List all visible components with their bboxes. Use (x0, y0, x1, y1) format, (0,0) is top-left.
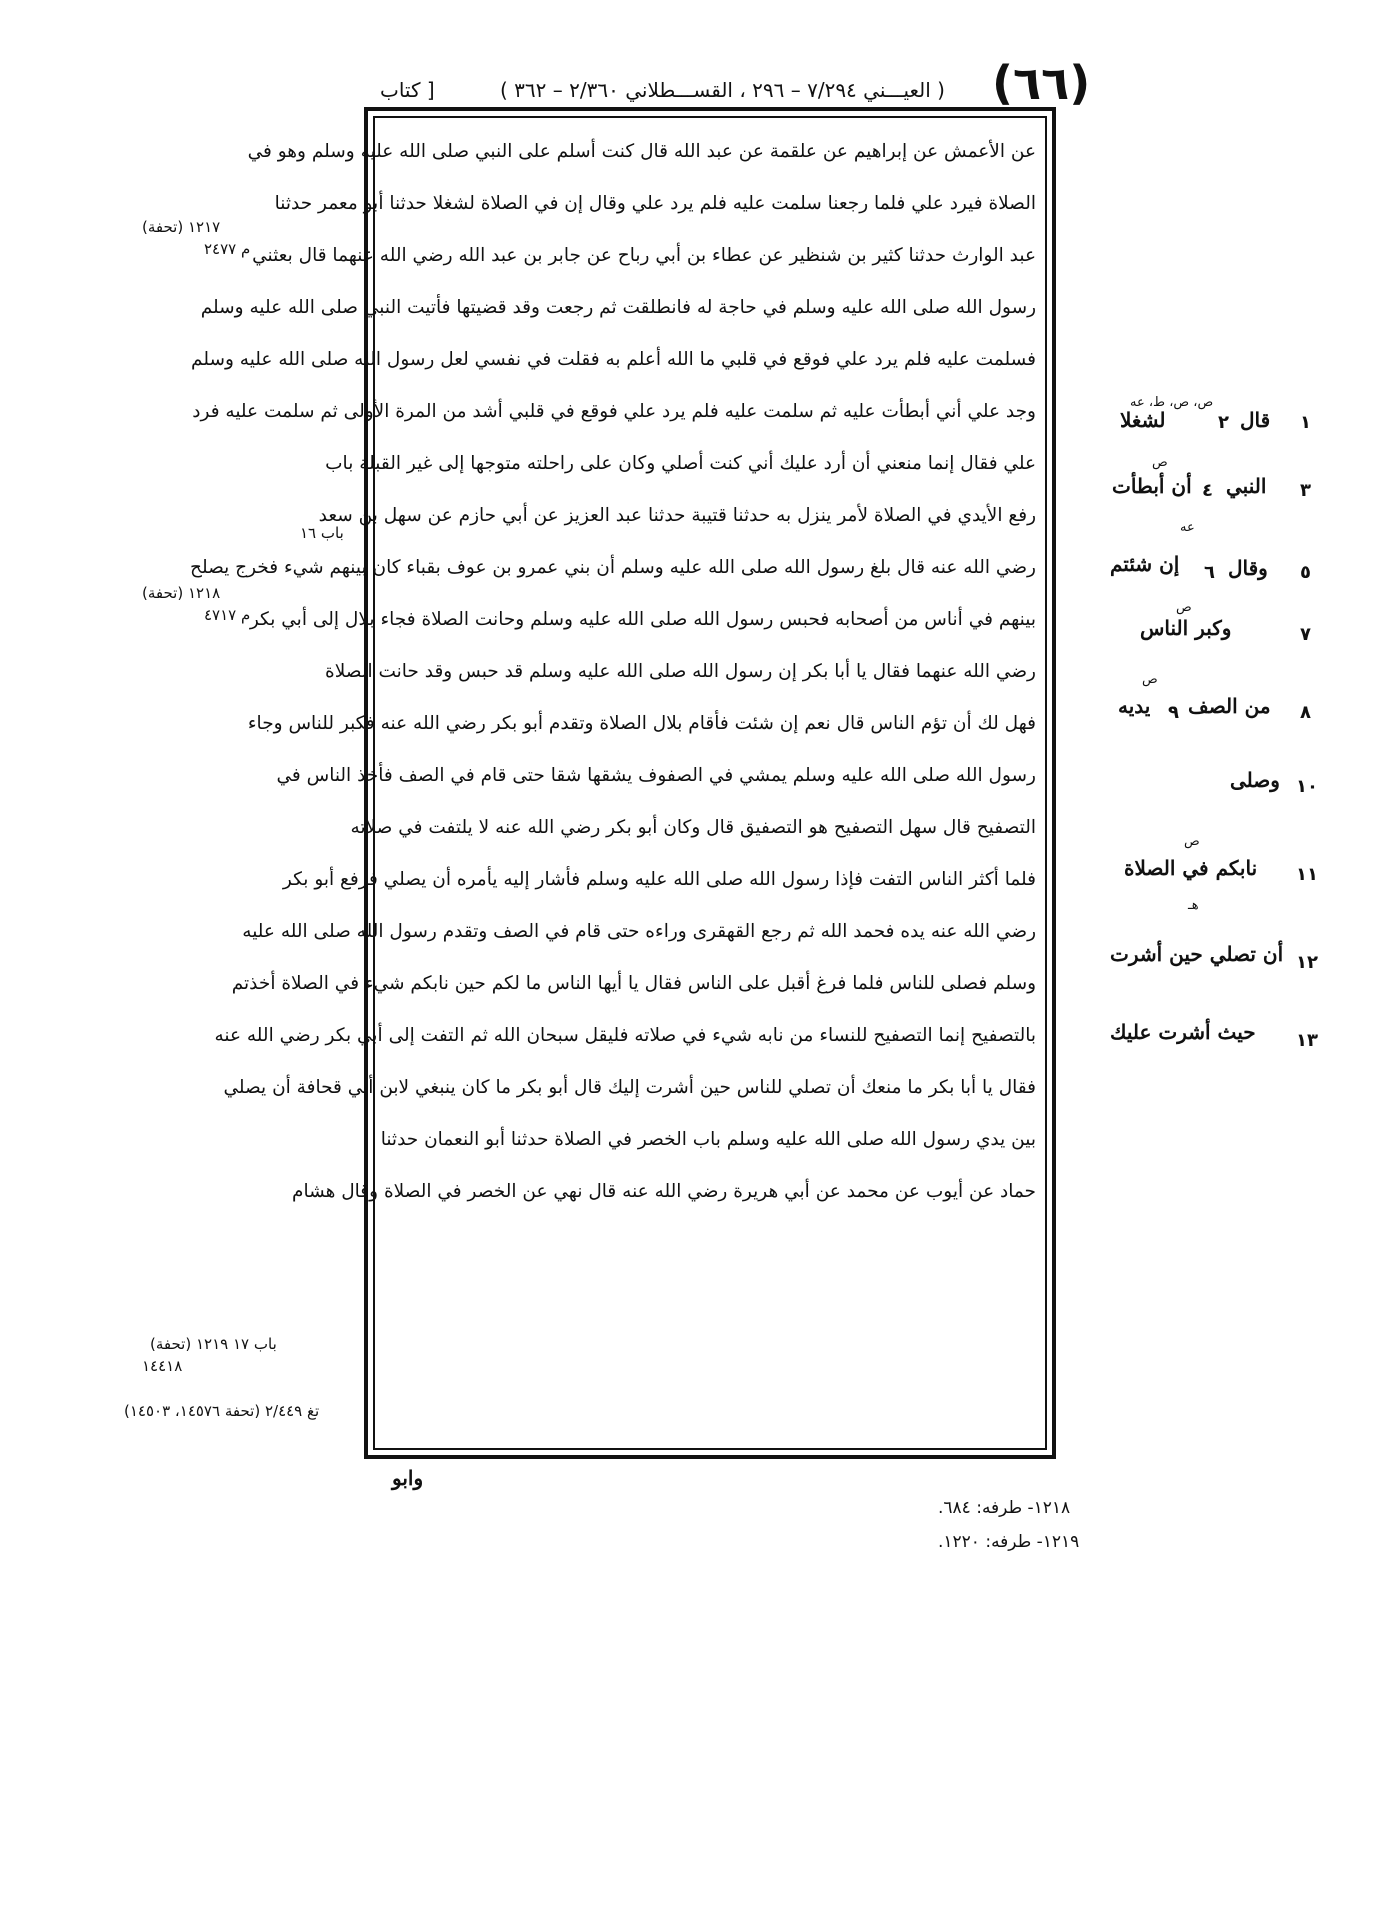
margin-ref-tuhfa: ١٤٤١٨ (142, 1357, 183, 1375)
variant-number: ٣ (1300, 480, 1311, 501)
margin-ref-tuhfa: ١٢١٧ (تحفة) (142, 218, 221, 236)
variant-number: ١٠ (1296, 776, 1318, 797)
variant-text: وصلى (1230, 768, 1280, 792)
footnote: ١٢١٨- طرفه: ٦٨٤. (938, 1498, 1071, 1518)
text-line: بينهم في أناس من أصحابه فحبس رسول الله صلى الله عليه وسلم وحانت الصلاة فجاء بلال إلى أبي بكر (249, 609, 1036, 630)
variant-number: ٩ (1168, 702, 1179, 723)
variant-note: ص (1152, 455, 1168, 470)
text-line: علي فقال إنما منعني أن أرد عليك أني كنت أصلي وكان على راحلته متوجها إلى غير القبلة باب (325, 453, 1036, 474)
variant-text: أن أبطأت (1112, 474, 1192, 498)
variant-number: ١٢ (1296, 952, 1318, 973)
variant-note: ص (1142, 672, 1158, 687)
variant-text: إن شئتم (1110, 552, 1180, 576)
margin-ref-muslim: م ٢٤٧٧ (204, 240, 251, 258)
text-line: فقال يا أبا بكر ما منعك أن تصلي للناس حين أشرت إليك قال أبو بكر ما كان ينبغي لابن أبي قحافة أن يصلي (223, 1077, 1036, 1098)
variant-note: ص (1176, 600, 1192, 615)
page-number: (٦٦) (992, 56, 1091, 110)
variant-text: لشغلا (1120, 408, 1166, 432)
variant-number: ٦ (1204, 562, 1215, 583)
text-line: رسول الله صلى الله عليه وسلم في حاجة له فانطلقت ثم رجعت وقد قضيتها فأتيت النبي صلى الله عليه وسلم (200, 297, 1036, 318)
text-line: الصلاة فيرد علي فلما رجعنا سلمت عليه فلم يرد علي وقال إن في الصلاة لشغلا حدثنا أبو معمر حدثنا (274, 193, 1036, 214)
margin-ref-tuhfa: ١٢١٨ (تحفة) (142, 584, 221, 602)
variant-note: ص، ص، ط، عه (1130, 395, 1214, 410)
variant-note: ص (1184, 834, 1200, 849)
text-line: التصفيح قال سهل التصفيح هو التصفيق قال وكان أبو بكر رضي الله عنه لا يلتفت في صلاته (350, 817, 1036, 838)
variant-number: ٧ (1300, 624, 1311, 645)
variant-label: وقال (1228, 556, 1268, 580)
margin-ref-bab: باب ١٧ ١٢١٩ (تحفة) (150, 1335, 277, 1353)
variant-number: ١٣ (1296, 1030, 1318, 1051)
text-line: حماد عن أيوب عن محمد عن أبي هريرة رضي الله عنه قال نهي عن الخصر في الصلاة وقال هشام (291, 1181, 1036, 1202)
text-line: عن الأعمش عن إبراهيم عن علقمة عن عبد الله قال كنت أسلم على النبي صلى الله عليه وسلم وهو في (247, 141, 1036, 162)
variant-text: وكبر الناس (1140, 616, 1232, 640)
variant-text: أن تصلي حين أشرت (1110, 942, 1284, 966)
text-line: رفع الأيدي في الصلاة لأمر ينزل به حدثنا قتيبة حدثنا عبد العزيز عن أبي حازم عن سهل بن سعد (318, 505, 1036, 526)
variant-label: النبي (1226, 474, 1267, 498)
margin-ref-bab: باب ١٦ (300, 524, 344, 542)
variant-label: من الصف (1188, 694, 1271, 718)
variant-text: نابكم في الصلاة (1124, 856, 1258, 880)
catchword: وابو (392, 1466, 424, 1490)
text-line: وسلم فصلى للناس فلما فرغ أقبل على الناس فقال يا أيها الناس ما لكم حين نابكم شيء في الصلاة أخذتم (231, 973, 1036, 994)
variant-number: ٨ (1300, 702, 1311, 723)
text-line: فهل لك أن تؤم الناس قال نعم إن شئت فأقام بلال الصلاة وتقدم أبو بكر رضي الله عنه فكبر للناس وجاء (247, 713, 1036, 734)
margin-ref-tagh: تغ ٢/٤٤٩ (تحفة ١٤٥٧٦، ١٤٥٠٣) (124, 1402, 320, 1420)
text-line: فسلمت عليه فلم يرد علي فوقع في قلبي ما الله أعلم به فقلت في نفسي لعل رسول الله صلى الله عليه وسلم (191, 349, 1036, 370)
variant-label: قال (1240, 408, 1271, 432)
variant-number: ٢ (1218, 412, 1229, 433)
text-line: رضي الله عنه يده فحمد الله ثم رجع القهقرى وراءه حتى قام في الصف وتقدم رسول الله صلى الله عليه (242, 921, 1036, 942)
footnote: ١٢١٩- طرفه: ١٢٢٠. (938, 1532, 1080, 1552)
text-line: رضي الله عنه قال بلغ رسول الله صلى الله عليه وسلم أن بني عمرو بن عوف بقباء كان بينهم شيء فخرج يصلح (190, 557, 1036, 578)
variant-number: ١ (1300, 412, 1311, 433)
variant-number: ١١ (1296, 864, 1318, 885)
text-line: وجد علي أني أبطأت عليه ثم سلمت عليه فلم يرد علي فوقع في قلبي أشد من المرة الأولى ثم سلمت عليه فرد (192, 401, 1036, 422)
variant-text: حيث أشرت عليك (1110, 1020, 1256, 1044)
text-line: فلما أكثر الناس التفت فإذا رسول الله صلى الله عليه وسلم فأشار إليه يأمره أن يصلي فرفع أبو بكر (282, 869, 1036, 890)
margin-ref-muslim: م ٤٧١٧ (204, 606, 251, 624)
text-line: عبد الوارث حدثنا كثير بن شنظير عن عطاء بن أبي رباح عن جابر بن عبد الله رضي الله عنهما قال بعثني (252, 245, 1036, 266)
variant-number: ٤ (1202, 480, 1213, 501)
book-label: [ كتاب (380, 78, 435, 102)
source-references: ( العيـــني ٧/٢٩٤ – ٢٩٦ ، القســـطلاني ٢/٣٦٠ – ٣٦٢ ) (500, 78, 945, 102)
text-line: بالتصفيح إنما التصفيح للنساء من نابه شيء في صلاته فليقل سبحان الله ثم التفت إلى أبي بكر رضي الله عنه (214, 1025, 1036, 1046)
text-line: رضي الله عنهما فقال يا أبا بكر إن رسول الله صلى الله عليه وسلم قد حبس وقد حانت الصلاة (325, 661, 1036, 682)
variant-note: هـ (1188, 898, 1199, 913)
text-line: بين يدي رسول الله صلى الله عليه وسلم باب الخصر في الصلاة حدثنا أبو النعمان حدثنا (380, 1129, 1036, 1150)
text-line: رسول الله صلى الله عليه وسلم يمشي في الصفوف يشقها شقا حتى قام في الصف فأخذ الناس في (276, 765, 1036, 786)
variant-note: عه (1180, 520, 1195, 535)
variant-number: ٥ (1300, 562, 1311, 583)
variant-text: يديه (1118, 694, 1151, 718)
